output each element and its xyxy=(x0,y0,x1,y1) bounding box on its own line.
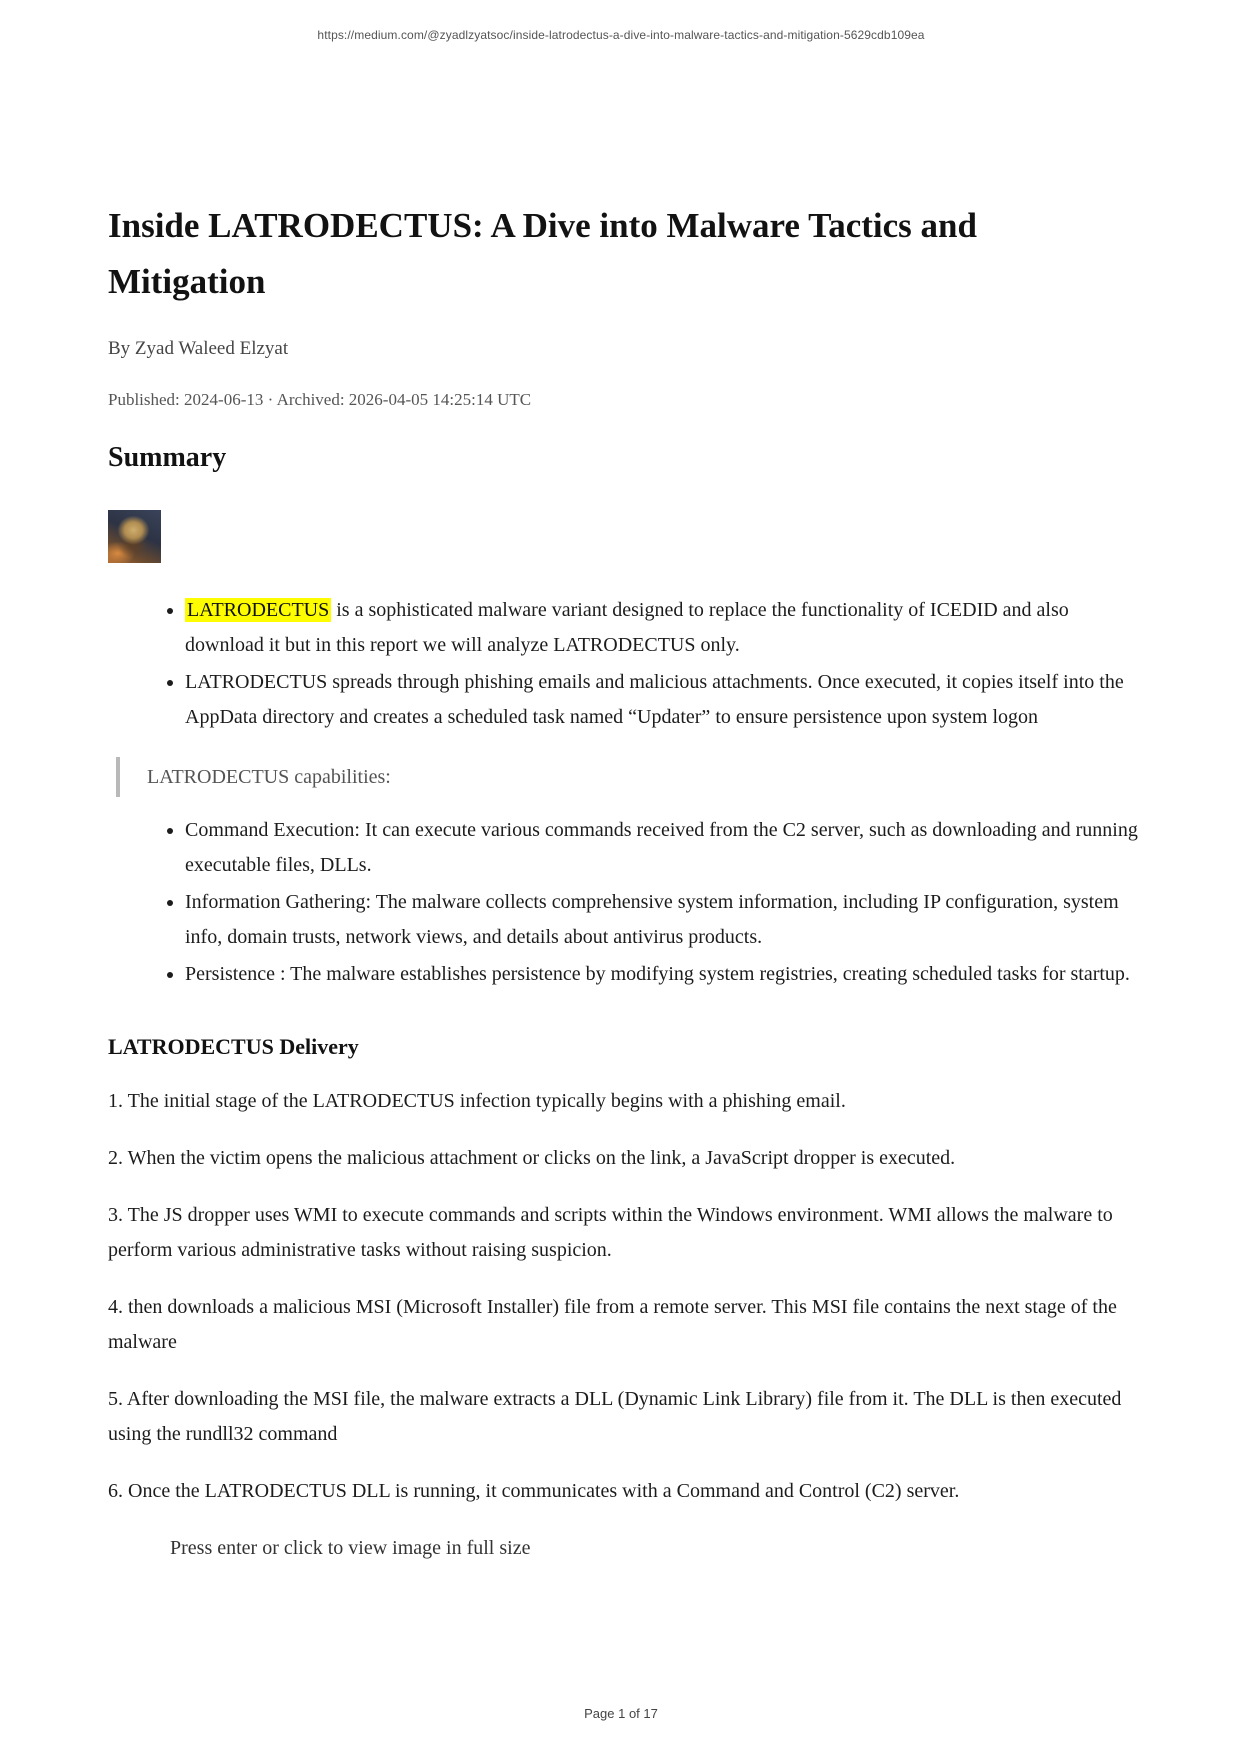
list-item-text: LATRODECTUS spreads through phishing emails and malicious attachments. Once executed, it copies itself into the AppData directory and creates a scheduled task named “Updater” to ensure persistence upon system logon xyxy=(185,671,1124,728)
image-caption: Press enter or click to view image in full size xyxy=(170,1537,531,1559)
author-avatar-image[interactable] xyxy=(108,510,161,563)
delivery-step: 6. Once the LATRODECTUS DLL is running, it communicates with a Command and Control (C2) server. xyxy=(108,1480,960,1502)
author-byline: By Zyad Waleed Elzyat xyxy=(108,338,289,359)
source-url: https://medium.com/@zyadlzyatsoc/inside-latrodectus-a-dive-into-malware-tactics-and-mitigation-5629cdb109ea xyxy=(317,28,925,42)
summary-bullet-list xyxy=(108,593,1138,735)
capabilities-quote: LATRODECTUS capabilities: xyxy=(116,757,1138,797)
highlighted-term: LATRODECTUS xyxy=(187,599,330,621)
list-item xyxy=(185,885,1138,955)
list-item xyxy=(185,665,1138,735)
delivery-step: 2. When the victim opens the malicious attachment or clicks on the link, a JavaScript dropper is executed. xyxy=(108,1147,956,1169)
published-archived-line: Published: 2024-06-13 · Archived: 2026-04-05 14:25:14 UTC xyxy=(108,390,532,409)
delivery-steps xyxy=(108,1084,1138,1509)
list-item-text: is a sophisticated malware variant designed to replace the functionality of ICEDID and also download it but in this report we will analyze LATRODECTUS only. xyxy=(185,599,1069,656)
list-item xyxy=(185,813,1138,883)
list-item-text: Information Gathering: The malware collects comprehensive system information, including IP configuration, system info, domain trusts, network views, and details about antivirus products. xyxy=(185,891,1119,948)
list-item-text: Persistence : The malware establishes persistence by modifying system registries, creating scheduled tasks for startup. xyxy=(185,963,1130,985)
delivery-step: 4. then downloads a malicious MSI (Microsoft Installer) file from a remote server. This MSI file contains the next stage of the malware xyxy=(108,1296,1117,1353)
delivery-heading: LATRODECTUS Delivery xyxy=(108,1034,359,1059)
delivery-step: 3. The JS dropper uses WMI to execute commands and scripts within the Windows environment. WMI allows the malware to perform various administrative tasks without raising suspicion. xyxy=(108,1204,1113,1261)
summary-heading: Summary xyxy=(108,442,227,473)
page-number: Page 1 of 17 xyxy=(584,1706,658,1721)
delivery-step: 1. The initial stage of the LATRODECTUS infection typically begins with a phishing email. xyxy=(108,1090,846,1112)
capability-bullet-list xyxy=(108,813,1138,992)
page-title: Inside LATRODECTUS: A Dive into Malware Tactics and Mitigation xyxy=(108,206,977,301)
list-item xyxy=(185,593,1138,663)
list-item-text: Command Execution: It can execute various commands received from the C2 server, such as downloading and running executable files, DLLs. xyxy=(185,819,1138,876)
delivery-step: 5. After downloading the MSI file, the malware extracts a DLL (Dynamic Link Library) file from it. The DLL is then executed using the rundll32 command xyxy=(108,1388,1122,1445)
list-item xyxy=(185,957,1138,992)
article-body xyxy=(108,0,1138,1566)
